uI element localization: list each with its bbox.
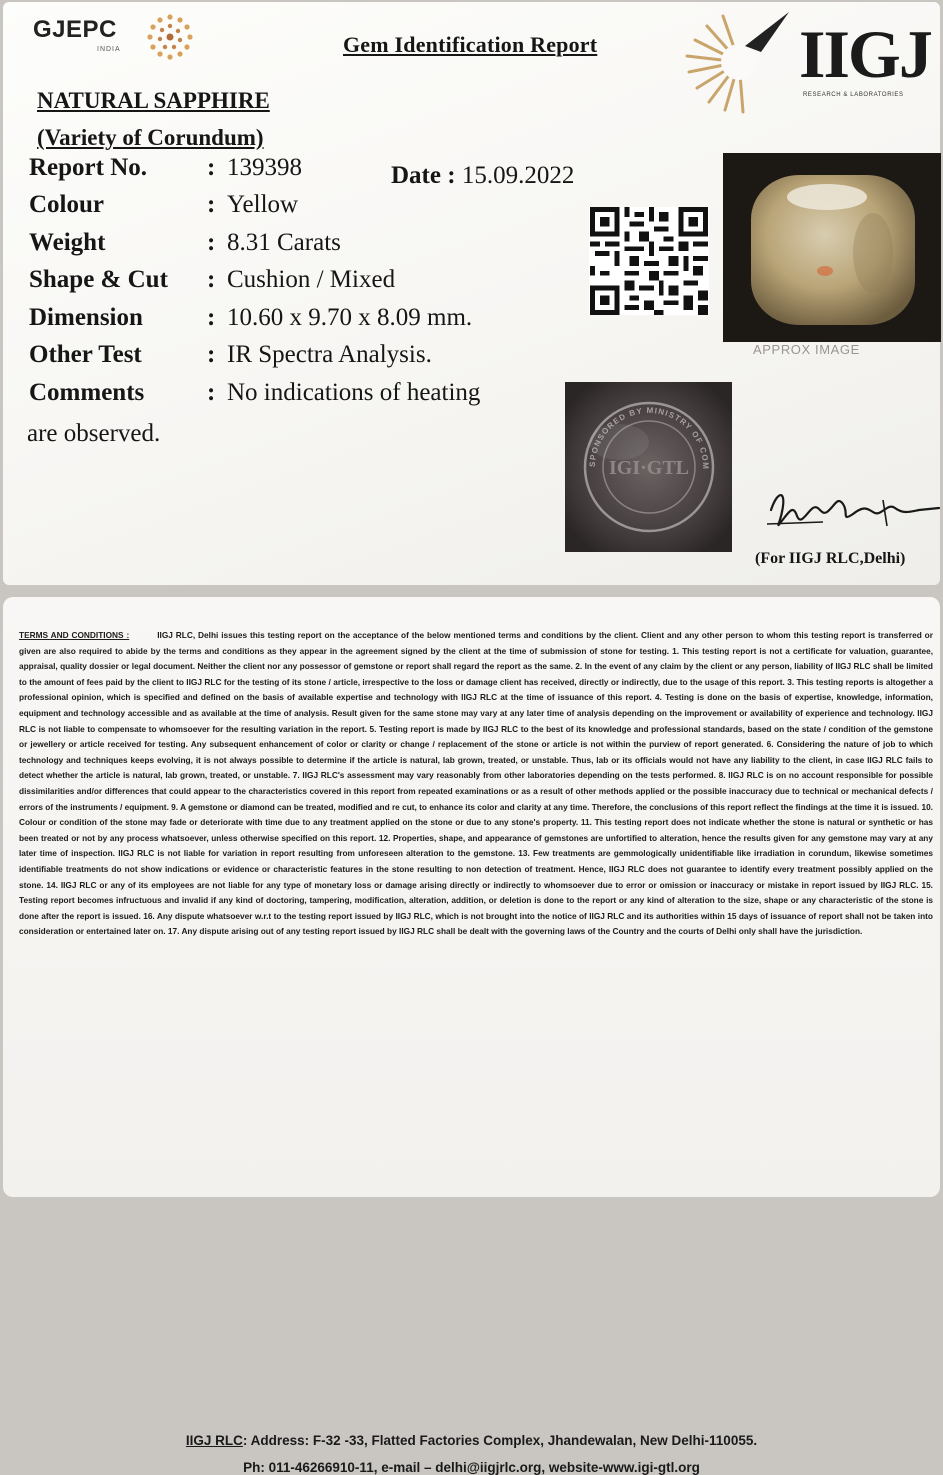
terms-body: IIGJ RLC, Delhi issues this testing report on the acceptance of the below mentioned terms and conditions by the client. Client and any other person to whom this testing report is transferred or given are also required to abide by the terms and conditions as they appear in the agreement signed by the client at the time of submission of stone for testing. 1. This testing report is not a certificate for valuation, guarantee, appraisal, quality dossier or legal document. Neither the client nor any possessor of gemstone or report shall regard the report as the same. 2. In the event of any claim by the client or any person, liability of IIGJ RLC shall be limited to the amount of fees paid by the client to IIGJ RLC for the testing of its stone / article, irrespective to the loss or damage client has received, directly or indirectly, due to the usage of this report. 3. This testing reports is altogether a professional opinion, which is specified and defined on the basis of available expertise and technology with IIGJ RLC at the time of issuance of this report. 4. Testing is done on the basis of expertise, knowledge, information, equipment and technology accessible and as available at the time of analysis. Result given for the same stone may vary at any later time of analysis depending on the improvement or availability of experience and technology. IIGJ RLC is not liable to compensate to whomsoever for the resulting variation in the report. 5. Testing report is made by IIGJ RLC to the best of its knowledge and professional standards, based on the state / condition of the gemstone or jewellery or article received for testing. Any subsequent enhancement of color or clarity or change / replacement of the stone or article is not within the purview of report generated. 6. Considering the nature of job to which technology and techniques keeps evolving, it is not always possible to determine if the article is natural, lab grown, treated, or unstable. Thus, lab or its officials would not have any liability to the client, in case IIGJ RLC fails to detect whether the article is natural, lab grown, treated, or unstable. 7. IIGJ RLC's assessment may vary reasonably from other laboratories depending on the tests performed. 8. IIGJ RLC is on no account responsible for possible dissimilarities and/or differences that could appear to the characteristics covered in this report from repeated examinations or as a result of other methods applied or the possible inaccuracy due to technical or mechanical defects / errors of the instruments / equipment. 9. A gemstone or diamond can be treated, modified and re cut, to enhance its color and clarity at any time. Therefore, the conclusions of this report reflect the findings at the time it is issued. 10. Colour or condition of the stone may fade or deteriorate with time due to any treatment applied on the stone or due to any stone's property. 11. This testing report does not indicate whether the stone is natural or synthetic or has been treated or not by any process whatsoever, unless otherwise specified on this report. 12. Properties, shape, and appearance of gemstones are unfortified to alteration, hence the results given for any gemstone may vary at any later time of inspection. IIGJ RLC is not liable for variation in report resulting from unforeseen alteration to the gemstone. 13. Few treatments are gemmologically unidentifiable like irradiation in corundum, likewise sometimes identifiable treatments do not show indications or evidence or characteristic features in the stone resulting to non detection of treatment. Hence, IIGJ RLC does not guarantee to identify every treatment possibly applied on the stone. 14. IIGJ RLC or any of its employees are not liable for any type of monetary loss or damage arising directly or indirectly to whomsoever due to error or omission or inaccuracy or mistake in report issued by IIGJ RLC. 15. Testing report becomes infructuous and invalid if any kind of doctoring, tampering, modification, alteration, addition, or deletion is done to the report or any kind of alteration to the size, shape or any characteristic of the stone is done after the report is issued. 16. Any dispute whatsoever w.r.t to the testing report issued by IIGJ RLC, which is not brought into the notice of IIGJ RLC and its authorities within 15 days of issuance of report shall not be taken into consideration or entertained later on. 17. Any dispute arising out of any testing report issued by IIGJ RLC shall be dealt with the governing laws of the Country and the courts of Delhi only shall have the jurisdiction. — [19, 630, 933, 937]
report-date — [391, 162, 574, 190]
date-value: 15.09.2022 — [461, 162, 575, 189]
svg-text:IGI·GTL: IGI·GTL — [608, 457, 690, 479]
field-label: Colour — [29, 191, 104, 218]
field-value: 10.60 x 9.70 x 8.09 mm. — [227, 304, 473, 331]
terms-card — [3, 597, 940, 1475]
iigj-logo-text: IIGJ — [799, 16, 931, 92]
field-colon: : — [207, 341, 216, 368]
field-colon: : — [207, 266, 216, 293]
field-label: Report No. — [29, 154, 148, 181]
field-label: Dimension — [29, 304, 143, 331]
lab-contact: Ph: 011-46266910-11, e-mail – delhi@iigjrlc.org, website-www.igi-gtl.org — [243, 1460, 700, 1475]
field-value: 8.31 Carats — [227, 229, 341, 256]
starburst-icon — [679, 6, 799, 118]
seal-text: SPONSORED BY MINISTRY OF COM — [587, 405, 711, 471]
gjepc-logo — [33, 12, 203, 60]
field-value: Yellow — [227, 191, 299, 218]
iigj-logo-subtext: RESEARCH & LABORATORIES — [803, 92, 904, 98]
address-line1: : Address: F-32 -33, Flatted Factories Complex, Jhandewalan, New Delhi-110055. — [242, 1433, 758, 1448]
field-value: 139398 — [227, 154, 302, 181]
photo-caption: APPROX IMAGE — [753, 342, 860, 357]
field-colon: : — [207, 379, 216, 406]
gjepc-emblem-icon — [145, 12, 195, 62]
ministry-seal-icon — [565, 382, 732, 552]
qr-code-icon[interactable] — [589, 207, 709, 315]
address-org: IIGJ RLC — [185, 1433, 243, 1448]
comment-continuation: are observed. — [27, 420, 161, 447]
lab-address — [3, 1433, 940, 1448]
field-colon: : — [207, 229, 216, 256]
gemstone-photo — [723, 153, 941, 342]
report-card — [3, 2, 940, 585]
gjepc-logo-subtext: INDIA — [97, 46, 121, 53]
field-label: Other Test — [29, 341, 142, 368]
field-colon: : — [207, 191, 216, 218]
stone-name: NATURAL SAPPHIRE — [37, 88, 270, 113]
stone-variety: (Variety of Corundum) — [37, 125, 264, 150]
terms-paragraph — [19, 628, 933, 940]
report-title: Gem Identification Report — [343, 32, 598, 57]
field-label: Shape & Cut — [29, 266, 168, 293]
terms-heading: TERMS AND CONDITIONS : — [19, 630, 130, 640]
sapphire-stone-icon — [723, 153, 941, 342]
gjepc-logo-text: GJEPC — [33, 16, 117, 43]
field-value: Cushion / Mixed — [227, 266, 396, 293]
signature-caption: (For IIGJ RLC,Delhi) — [755, 550, 906, 567]
field-value: IR Spectra Analysis. — [227, 341, 432, 368]
signature-icon — [763, 482, 941, 544]
field-colon: : — [207, 154, 216, 181]
field-label: Comments — [29, 379, 145, 406]
iigj-logo — [679, 6, 941, 118]
field-value: No indications of heating — [227, 379, 481, 406]
date-label: Date : — [391, 162, 456, 189]
field-colon: : — [207, 304, 216, 331]
field-label: Weight — [29, 229, 106, 256]
hologram-seal — [565, 382, 732, 552]
